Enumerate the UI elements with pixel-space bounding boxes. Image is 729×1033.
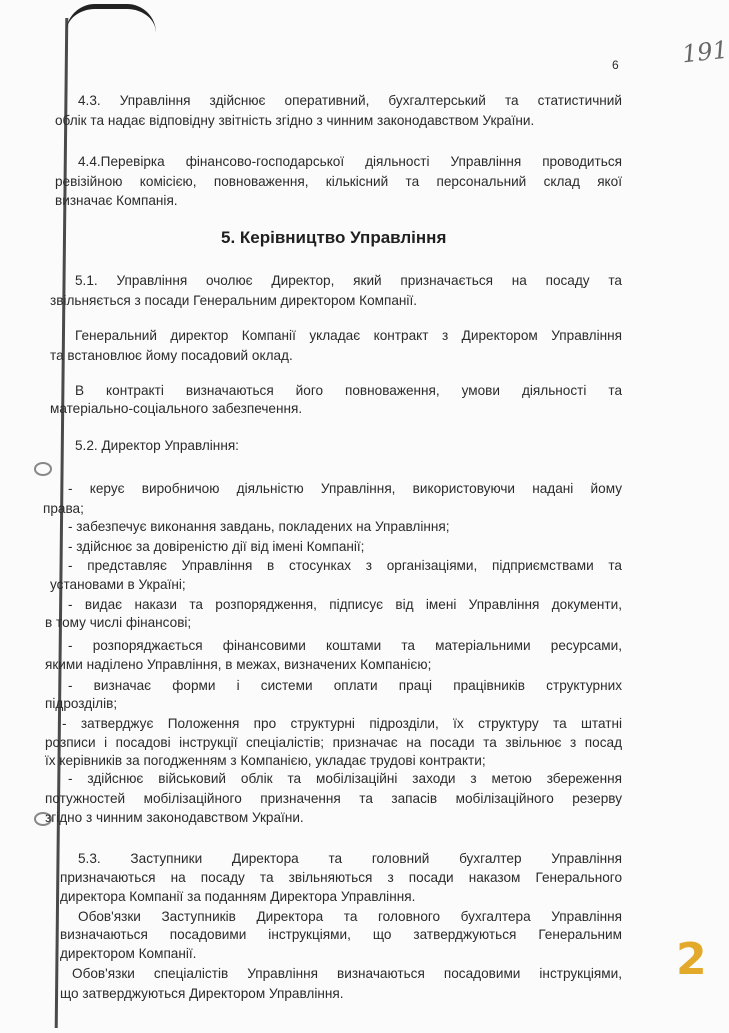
text-line: якими наділено Управління, в межах, визначених Компанією; — [45, 657, 432, 672]
text-line: та встановлює йому посадовий оклад. — [50, 348, 293, 363]
page-number: 6 — [612, 58, 619, 72]
text-line: облік та надає відповідну звітність згідно з чинним законодавством України. — [55, 113, 535, 128]
text-line: матеріально-соціального забезпечення. — [50, 401, 303, 416]
text-line: 5.2. Директор Управління: — [75, 438, 239, 453]
text-line: 5.1. Управління очолює Директор, який призначається на посаду та — [75, 273, 622, 288]
text-line: 4.4.Перевірка фінансово-господарської діяльності Управління проводиться — [78, 154, 622, 169]
text-line: визначаються посадовими інструкціями, що затверджуються Генеральним — [60, 927, 622, 942]
text-line: 5.3. Заступники Директора та головний бухгалтер Управління — [78, 851, 622, 866]
text-line: їх керівників за погодженням з Компанією, укладає трудові контракти; — [45, 753, 486, 768]
text-line: - визначає форми і системи оплати праці працівників структурних — [68, 678, 622, 693]
handwritten-number: 191 — [680, 35, 729, 69]
binding-clip — [66, 4, 156, 33]
text-line: - представляє Управління в стосунках з організаціями, підприємствами та — [68, 558, 622, 573]
text-line: В контракті визначаються його повноваження, умови діяльності та — [75, 383, 622, 398]
text-line: - затверджує Положення про структурні підрозділи, їх структуру та штатні — [62, 716, 622, 731]
text-line: Обов'язки Заступників Директора та головного бухгалтера Управління — [78, 909, 622, 924]
text-line: - забезпечує виконання завдань, покладених на Управління; — [68, 519, 450, 534]
section-heading: 5. Керівництво Управління — [221, 228, 447, 247]
text-line: директора Компанії за поданням Директора Управління. — [60, 889, 416, 904]
text-line: згідно з чинним законодавством України. — [45, 810, 304, 825]
text-line: - розпоряджається фінансовими коштами та матеріальними ресурсами, — [68, 638, 622, 653]
punch-hole — [34, 462, 52, 476]
text-line: права; — [43, 501, 84, 516]
text-line: призначаються на посаду та звільняються з посади наказом Генерального — [60, 870, 622, 885]
text-line: установами в Україні; — [50, 577, 186, 592]
text-line: Обов'язки спеціалістів Управління визначаються посадовими інструкціями, — [72, 966, 622, 981]
text-line: потужностей мобілізаційного призначення та запасів мобілізаційного резерву — [45, 791, 622, 806]
text-line: - здійснює за довіреністю дії від імені Компанії; — [68, 539, 365, 554]
stamp-number: 2 — [676, 934, 707, 985]
text-line: - керує виробничою діяльністю Управління, використовуючи надані йому — [68, 481, 622, 496]
text-line: визначає Компанія. — [55, 193, 178, 208]
text-line: 4.3. Управління здійснює оперативний, бухгалтерський та статистичний — [78, 93, 622, 108]
text-line: розписи і посадові інструкції спеціалістів; призначає на посади та звільнює з посад — [45, 735, 622, 750]
text-line: ревізійною комісією, повноваження, кількісний та персональний склад якої — [55, 174, 622, 189]
text-line: - видає накази та розпорядження, підписує від імені Управління документи, — [68, 597, 622, 612]
text-line: що затверджуються Директором Управління. — [60, 986, 344, 1001]
text-line: звільняється з посади Генеральним директором Компанії. — [50, 293, 418, 308]
text-line: директором Компанії. — [60, 946, 197, 961]
text-line: в тому числі фінансові; — [45, 615, 192, 630]
text-line: Генеральний директор Компанії укладає контракт з Директором Управління — [75, 328, 622, 343]
text-line: підрозділів; — [45, 696, 118, 711]
text-line: - здійснює військовий облік та мобілізаційні заходи з метою збереження — [68, 771, 622, 786]
